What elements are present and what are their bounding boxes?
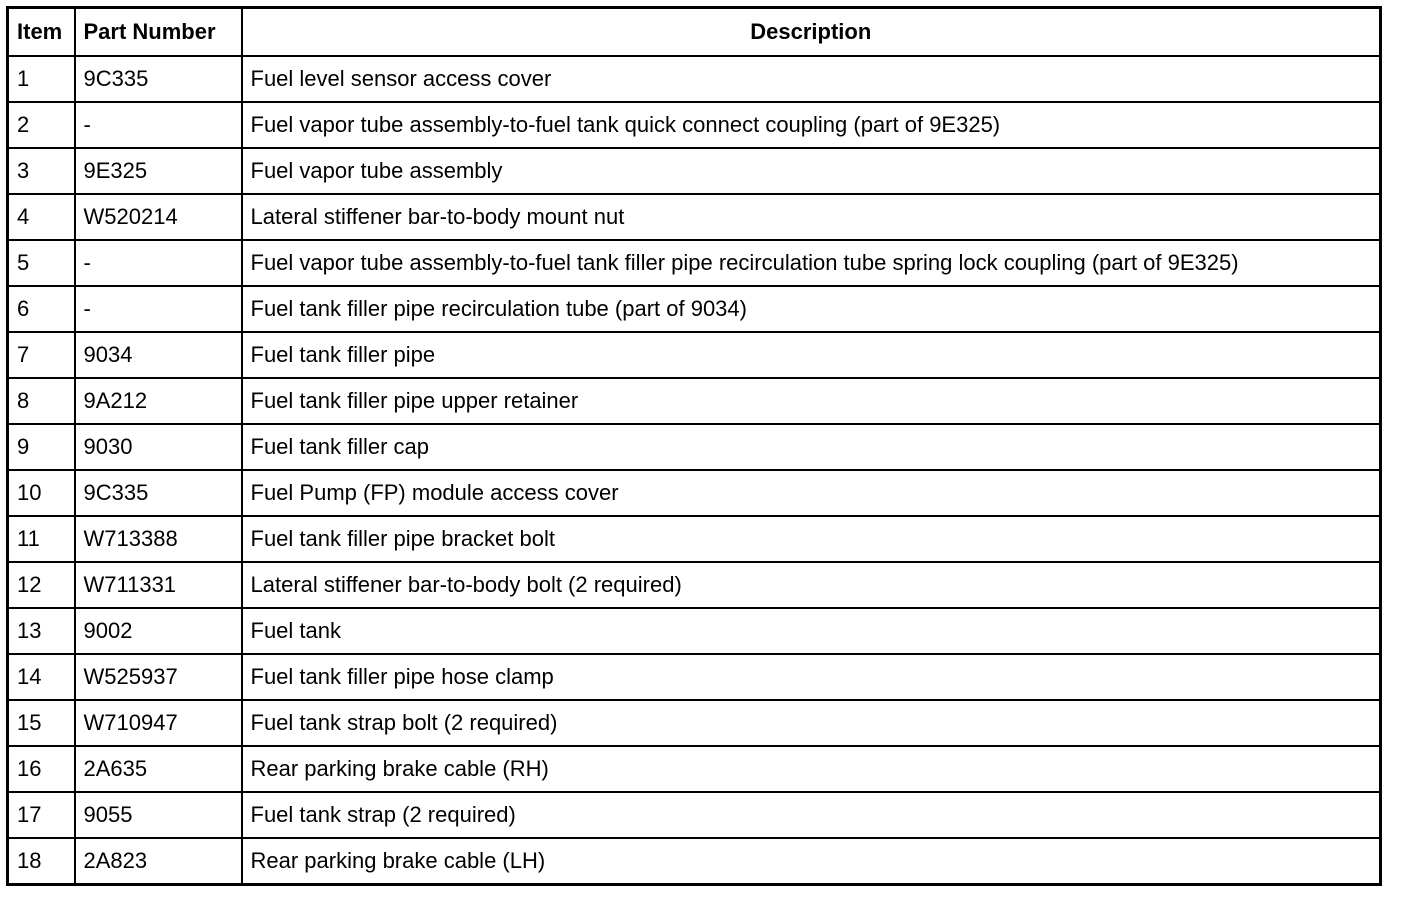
- cell-item: 14: [8, 654, 75, 700]
- cell-item: 15: [8, 700, 75, 746]
- table-row: [8, 608, 1381, 654]
- header-row: [8, 8, 1381, 57]
- cell-item: 9: [8, 424, 75, 470]
- table-body: [8, 56, 1381, 885]
- cell-part-number: 2A635: [75, 746, 242, 792]
- cell-description: Fuel tank filler pipe hose clamp: [242, 654, 1381, 700]
- table-row: [8, 148, 1381, 194]
- cell-part-number: 9055: [75, 792, 242, 838]
- table-row: [8, 286, 1381, 332]
- table-row: [8, 332, 1381, 378]
- table-row: [8, 470, 1381, 516]
- cell-description: Fuel vapor tube assembly-to-fuel tank quick connect coupling (part of 9E325): [242, 102, 1381, 148]
- cell-part-number: W713388: [75, 516, 242, 562]
- cell-item: 11: [8, 516, 75, 562]
- cell-description: Fuel tank filler pipe bracket bolt: [242, 516, 1381, 562]
- cell-part-number: 9002: [75, 608, 242, 654]
- cell-part-number: -: [75, 286, 242, 332]
- cell-description: Fuel tank filler cap: [242, 424, 1381, 470]
- cell-item: 1: [8, 56, 75, 102]
- cell-description: Fuel tank strap (2 required): [242, 792, 1381, 838]
- cell-description: Fuel vapor tube assembly-to-fuel tank filler pipe recirculation tube spring lock coupling (part of 9E325): [242, 240, 1381, 286]
- cell-item: 10: [8, 470, 75, 516]
- cell-description: Lateral stiffener bar-to-body mount nut: [242, 194, 1381, 240]
- cell-part-number: 9E325: [75, 148, 242, 194]
- cell-item: 2: [8, 102, 75, 148]
- cell-item: 8: [8, 378, 75, 424]
- cell-part-number: -: [75, 102, 242, 148]
- header-description: Description: [242, 8, 1381, 57]
- cell-part-number: W710947: [75, 700, 242, 746]
- table-row: [8, 194, 1381, 240]
- table-row: [8, 424, 1381, 470]
- table-row: [8, 746, 1381, 792]
- cell-part-number: -: [75, 240, 242, 286]
- cell-part-number: W711331: [75, 562, 242, 608]
- table-row: [8, 700, 1381, 746]
- table-row: [8, 56, 1381, 102]
- cell-item: 13: [8, 608, 75, 654]
- cell-description: Fuel vapor tube assembly: [242, 148, 1381, 194]
- table-row: [8, 838, 1381, 885]
- cell-item: 5: [8, 240, 75, 286]
- table-row: [8, 516, 1381, 562]
- cell-item: 4: [8, 194, 75, 240]
- cell-item: 12: [8, 562, 75, 608]
- table-row: [8, 102, 1381, 148]
- cell-description: Fuel tank filler pipe upper retainer: [242, 378, 1381, 424]
- cell-part-number: 9C335: [75, 470, 242, 516]
- header-part-number: Part Number: [75, 8, 242, 57]
- cell-item: 18: [8, 838, 75, 885]
- cell-part-number: 9C335: [75, 56, 242, 102]
- header-item: Item: [8, 8, 75, 57]
- table-row: [8, 654, 1381, 700]
- cell-description: Rear parking brake cable (RH): [242, 746, 1381, 792]
- cell-item: 3: [8, 148, 75, 194]
- table-header: [8, 8, 1381, 57]
- cell-description: Fuel tank: [242, 608, 1381, 654]
- cell-item: 16: [8, 746, 75, 792]
- cell-part-number: W520214: [75, 194, 242, 240]
- parts-table: [6, 6, 1382, 886]
- cell-description: Rear parking brake cable (LH): [242, 838, 1381, 885]
- cell-item: 7: [8, 332, 75, 378]
- cell-item: 17: [8, 792, 75, 838]
- table-row: [8, 378, 1381, 424]
- cell-part-number: W525937: [75, 654, 242, 700]
- cell-description: Lateral stiffener bar-to-body bolt (2 required): [242, 562, 1381, 608]
- cell-part-number: 9034: [75, 332, 242, 378]
- cell-item: 6: [8, 286, 75, 332]
- table-row: [8, 792, 1381, 838]
- cell-description: Fuel Pump (FP) module access cover: [242, 470, 1381, 516]
- cell-description: Fuel tank strap bolt (2 required): [242, 700, 1381, 746]
- cell-description: Fuel level sensor access cover: [242, 56, 1381, 102]
- cell-description: Fuel tank filler pipe recirculation tube (part of 9034): [242, 286, 1381, 332]
- cell-part-number: 2A823: [75, 838, 242, 885]
- table-row: [8, 240, 1381, 286]
- cell-description: Fuel tank filler pipe: [242, 332, 1381, 378]
- table-row: [8, 562, 1381, 608]
- cell-part-number: 9A212: [75, 378, 242, 424]
- cell-part-number: 9030: [75, 424, 242, 470]
